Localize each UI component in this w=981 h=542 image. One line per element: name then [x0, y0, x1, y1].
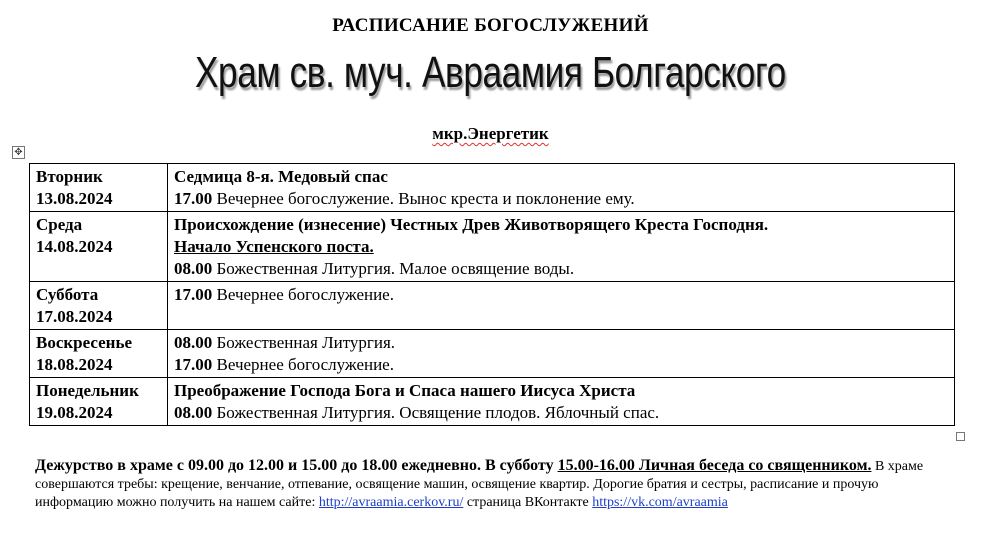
duty-hours: Дежурство в храме с 09.00 до 12.00 и 15.00 до 18.00 ежедневно. В субботу [35, 457, 558, 474]
feast-heading: Происхождение (изнесение) Честных Древ Животворящего Креста Господня. [174, 215, 769, 234]
service-time: 08.00 [174, 333, 213, 352]
service-time: 17.00 [174, 355, 213, 374]
day-name: Среда [36, 215, 83, 234]
resize-handle-icon[interactable] [956, 432, 965, 441]
vk-link[interactable]: https://vk.com/avraamia [592, 495, 728, 510]
day-cell [30, 330, 168, 378]
site-link[interactable]: http://avraamia.cerkov.ru/ [318, 495, 464, 510]
services-cell [168, 330, 955, 378]
day-date: 14.08.2024 [36, 237, 113, 256]
table-row [30, 378, 955, 426]
services-cell [168, 212, 955, 282]
service-time: 08.00 [174, 259, 213, 278]
table-row [30, 330, 955, 378]
district-label [0, 124, 981, 144]
service-time: 17.00 [174, 285, 213, 304]
day-cell [30, 378, 168, 426]
church-name: Храм св. муч. Авраамия Болгарского [194, 48, 786, 97]
service-time: 17.00 [174, 189, 213, 208]
vk-label: страница ВКонтакте [463, 495, 593, 510]
day-date: 13.08.2024 [36, 189, 113, 208]
day-date: 18.08.2024 [36, 355, 113, 374]
schedule-body [30, 164, 955, 426]
day-name: Вторник [36, 167, 103, 186]
service-line [174, 332, 949, 354]
service-line [174, 354, 949, 376]
personal-talk: 15.00-16.00 Личная беседа со священником. [557, 457, 872, 474]
service-line [174, 284, 949, 306]
service-line [174, 258, 949, 280]
feast-heading: Седмица 8-я. Медовый спас [174, 167, 388, 186]
service-text: Божественная Литургия. Освящение плодов. Яблочный спас. [212, 403, 660, 422]
service-line [174, 188, 949, 210]
day-cell [30, 164, 168, 212]
feast-heading: Преображение Господа Бога и Спаса нашего Иисуса Христа [174, 381, 636, 400]
service-line [174, 402, 949, 424]
service-text: Божественная Литургия. Малое освящение воды. [212, 259, 575, 278]
table-row [30, 212, 955, 282]
schedule-table [29, 163, 955, 426]
info-text: В храме совершаются требы: крещение, венчание, отпевание, освящение машин, освящение квартир. Дорогие братия и сестры, расписание и прочую информацию можно получить на нашем сайте: [35, 459, 924, 510]
service-text: Вечернее богослужение. [212, 285, 394, 304]
day-date: 17.08.2024 [36, 307, 113, 326]
day-date: 19.08.2024 [36, 403, 113, 422]
service-time: 08.00 [174, 403, 213, 422]
day-name: Суббота [36, 285, 99, 304]
day-name: Воскресенье [36, 333, 133, 352]
table-row [30, 164, 955, 212]
footer [35, 455, 950, 512]
day-name: Понедельник [36, 381, 139, 400]
services-cell [168, 378, 955, 426]
day-cell [30, 212, 168, 282]
services-cell [168, 164, 955, 212]
services-cell [168, 282, 955, 330]
feast-subheading: Начало Успенского поста. [174, 237, 374, 256]
district-text: мкр.Энергетик [432, 124, 549, 143]
service-text: Божественная Литургия. [212, 333, 396, 352]
service-text: Вечернее богослужение. [212, 355, 394, 374]
service-text: Вечернее богослужение. Вынос креста и поклонение ему. [212, 189, 635, 208]
table-row [30, 282, 955, 330]
document-title: РАСПИСАНИЕ БОГОСЛУЖЕНИЙ [332, 15, 649, 36]
move-arrows-icon[interactable]: ✥ [12, 146, 25, 159]
day-cell [30, 282, 168, 330]
